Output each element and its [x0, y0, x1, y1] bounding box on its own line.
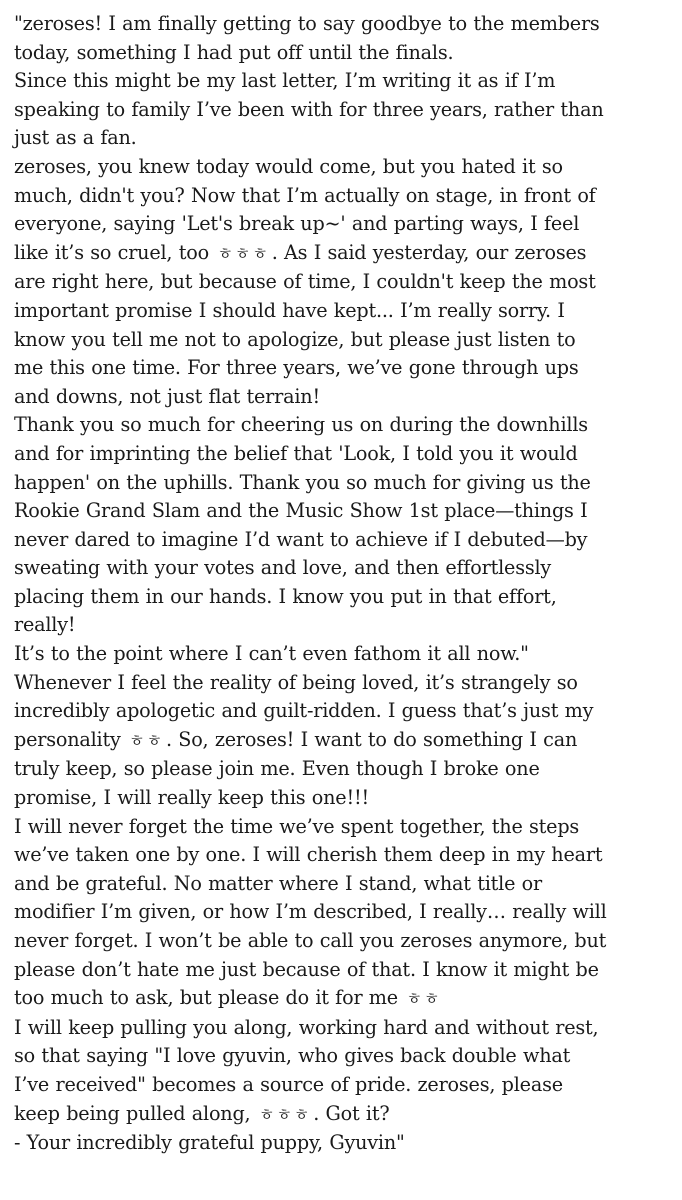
letter-signature: - Your incredibly grateful puppy, Gyuvin" [14, 1131, 405, 1155]
letter-line: speaking to family I’ve been with for three years, rather than [14, 97, 604, 121]
letter-line: are right here, but because of time, I couldn't keep the most [14, 270, 596, 294]
letter-line: "zeroses! I am finally getting to say goodbye to the members [14, 12, 600, 35]
laughing-text: ㅎㅎㅎ [258, 1104, 312, 1124]
letter-line: zeroses, you knew today would come, but you hated it so [14, 154, 563, 178]
letter-line: promise, I will really keep this one!!! [14, 786, 369, 810]
letter-line: modifier I’m given, or how I’m described, I really… really will [14, 900, 607, 924]
laughing-text: ㅎㅎ [406, 989, 442, 1009]
letter-line: Whenever I feel the reality of being loved, it’s strangely so [14, 670, 578, 694]
letter-line: me this one time. For three years, we’ve gone through ups [14, 356, 579, 380]
letter-line: important promise I should have kept... I’m really sorry. I [14, 298, 565, 322]
letter-line: incredibly apologetic and guilt-ridden. I guess that’s just my [14, 699, 594, 723]
letter-line: truly keep, so please join me. Even though I broke one [14, 757, 540, 781]
letter-line: really! [14, 613, 76, 637]
letter-line: keep being pulled along, ㅎㅎㅎ . Got it? [14, 1101, 390, 1125]
letter-line: much, didn't you? Now that I’m actually on stage, in front of [14, 183, 596, 207]
letter-line: I will keep pulling you along, working hard and without rest, [14, 1015, 599, 1039]
letter-line: placing them in our hands. I know you put in that effort, [14, 584, 557, 608]
letter-line: and downs, not just flat terrain! [14, 384, 320, 408]
letter-line: Thank you so much for cheering us on during the downhills [14, 413, 588, 437]
letter-line: It’s to the point where I can’t even fathom it all now." [14, 642, 529, 666]
letter-line: and be grateful. No matter where I stand, what title or [14, 871, 542, 895]
laughing-text: ㅎㅎㅎ [217, 243, 270, 263]
letter-text [14, 10, 676, 1158]
letter-line: we’ve taken one by one. I will cherish them deep in my heart [14, 843, 603, 867]
letter-line: today, something I had put off until the finals. [14, 40, 454, 64]
letter-line: happen' on the uphills. Thank you so much for giving us the [14, 470, 591, 494]
letter-line: so that saying "I love gyuvin, who gives back double what [14, 1044, 571, 1068]
letter-line: Rookie Grand Slam and the Music Show 1st place—things I [14, 499, 588, 523]
letter-line: I’ve received" becomes a source of pride. zeroses, please [14, 1072, 563, 1096]
letter-line: like it’s so cruel, too ㅎㅎㅎ . As I said yesterday, our zeroses [14, 240, 587, 264]
letter-line: too much to ask, but please do it for me ㅎㅎ [14, 986, 442, 1010]
letter-line: and for imprinting the belief that 'Look, I told you it would [14, 441, 578, 465]
letter-line: know you tell me not to apologize, but please just listen to [14, 327, 576, 351]
letter-line: just as a fan. [14, 126, 137, 150]
letter-line: never forget. I won’t be able to call you zeroses anymore, but [14, 929, 607, 952]
letter-line: everyone, saying 'Let's break up~' and parting ways, I feel [14, 212, 580, 236]
letter-line: I will never forget the time we’ve spent together, the steps [14, 814, 580, 838]
letter-line: sweating with your votes and love, and then effortlessly [14, 556, 552, 580]
letter-line: personality ㅎㅎ . So, zeroses! I want to do something I can [14, 727, 578, 751]
laughing-text: ㅎㅎ [129, 730, 164, 750]
letter-line: never dared to imagine I’d want to achieve if I debuted—by [14, 527, 588, 551]
letter-line: please don’t hate me just because of that. I know it might be [14, 957, 599, 981]
letter-line: Since this might be my last letter, I’m writing it as if I’m [14, 69, 556, 93]
